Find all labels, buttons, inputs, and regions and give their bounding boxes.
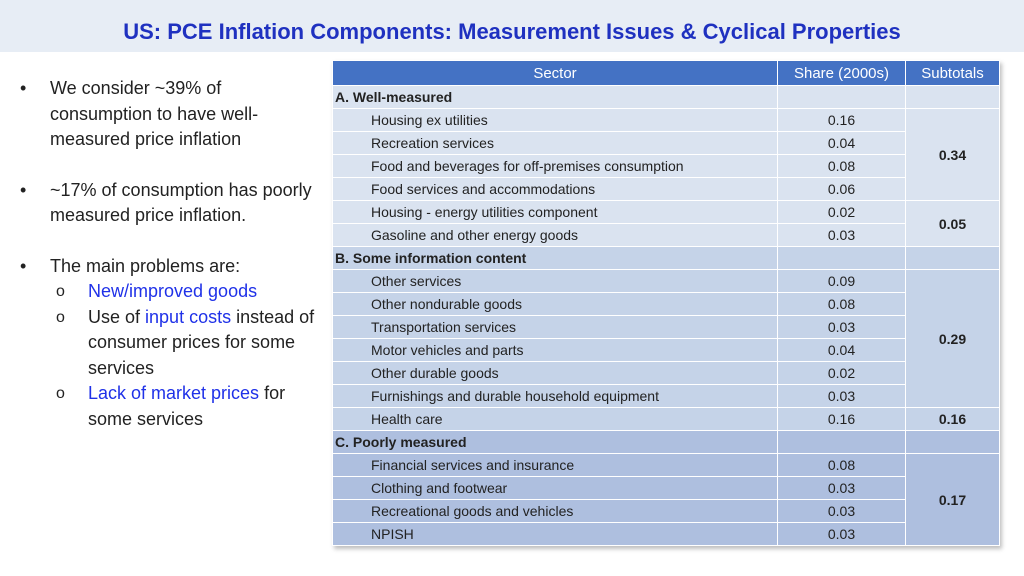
row-label: Housing - energy utilities component — [333, 201, 778, 224]
bullet-item — [20, 178, 320, 229]
table-row — [333, 132, 1000, 155]
row-share: 0.08 — [778, 293, 906, 316]
bullet-text: ~17% of consumption has poorly measured price inflation. — [50, 179, 312, 225]
row-share: 0.02 — [778, 362, 906, 385]
sub-bullet-item — [56, 305, 320, 382]
row-label: Health care — [333, 408, 778, 431]
table-row — [333, 408, 1000, 431]
row-label: Furnishings and durable household equipment — [333, 385, 778, 408]
row-label: Gasoline and other energy goods — [333, 224, 778, 247]
highlight-text: New/improved goods — [88, 281, 258, 301]
header-subtotals: Subtotals — [906, 61, 1000, 86]
bullet-item — [20, 76, 320, 153]
row-share: 0.03 — [778, 477, 906, 500]
bullet-dot-icon: • — [20, 179, 27, 200]
bullet-text: We consider ~39% of consumption to have well-measured price inflation — [50, 78, 259, 149]
section-label: B. Some information content — [333, 247, 778, 270]
row-label: Financial services and insurance — [333, 454, 778, 477]
row-label: Motor vehicles and parts — [333, 339, 778, 362]
bullet-item — [20, 254, 320, 280]
table-row — [333, 178, 1000, 201]
table-row — [333, 293, 1000, 316]
section-row-a — [333, 86, 1000, 109]
highlight-text: input costs — [145, 306, 232, 327]
sub-bullet-text: instead of consumer prices for some services — [88, 306, 315, 378]
table-row — [333, 201, 1000, 224]
row-label: Other services — [333, 270, 778, 293]
row-share: 0.08 — [778, 155, 906, 178]
row-share: 0.06 — [778, 178, 906, 201]
section-row-b — [333, 247, 1000, 270]
bullet-dot-icon: • — [20, 78, 27, 98]
bullet-text: The main problems are: — [50, 255, 241, 276]
row-share: 0.03 — [778, 385, 906, 408]
sub-bullet-text: Use of — [88, 306, 146, 327]
header-sector: Sector — [333, 61, 778, 86]
section-label: A. Well-measured — [333, 86, 778, 109]
row-share: 0.03 — [778, 224, 906, 247]
pce-components-table — [332, 60, 1000, 546]
subtotal-cell: 0.29 — [906, 270, 1000, 408]
row-label: Food and beverages for off-premises consumption — [333, 155, 778, 178]
row-label: Other nondurable goods — [333, 293, 778, 316]
row-label: Transportation services — [333, 316, 778, 339]
row-label: Clothing and footwear — [333, 477, 778, 500]
circle-bullet-icon: o — [56, 283, 65, 300]
table-row — [333, 224, 1000, 247]
row-share: 0.08 — [778, 454, 906, 477]
row-share: 0.16 — [778, 408, 906, 431]
table-row — [333, 109, 1000, 132]
title-bar — [0, 0, 1024, 52]
row-label: NPISH — [333, 523, 778, 546]
row-share: 0.02 — [778, 201, 906, 224]
table-row — [333, 155, 1000, 178]
section-row-c — [333, 431, 1000, 454]
table-row — [333, 270, 1000, 293]
row-label: Recreational goods and vehicles — [333, 500, 778, 523]
sub-bullet-item — [56, 381, 320, 432]
row-label: Food services and accommodations — [333, 178, 778, 201]
section-label: C. Poorly measured — [333, 431, 778, 454]
table-row — [333, 523, 1000, 546]
table-row — [333, 454, 1000, 477]
circle-bullet-icon: o — [56, 308, 65, 326]
highlight-text: Lack of market prices — [88, 383, 260, 403]
table-row — [333, 339, 1000, 362]
table-row — [333, 477, 1000, 500]
table-row — [333, 316, 1000, 339]
table-row — [333, 500, 1000, 523]
row-share: 0.04 — [778, 132, 906, 155]
row-share: 0.16 — [778, 109, 906, 132]
row-share: 0.03 — [778, 523, 906, 546]
table-header-row — [333, 61, 1000, 86]
bullet-dot-icon: • — [20, 255, 27, 276]
row-share: 0.03 — [778, 316, 906, 339]
header-share: Share (2000s) — [778, 61, 906, 86]
row-label: Recreation services — [333, 132, 778, 155]
table-row — [333, 385, 1000, 408]
subtotal-cell: 0.34 — [906, 109, 1000, 201]
row-label: Other durable goods — [333, 362, 778, 385]
sub-bullet-text: for some services — [88, 383, 286, 429]
row-label: Housing ex utilities — [333, 109, 778, 132]
bullet-list — [20, 76, 320, 432]
table-row — [333, 362, 1000, 385]
sub-bullet-item — [56, 279, 320, 305]
subtotal-cell: 0.16 — [906, 408, 1000, 431]
row-share: 0.09 — [778, 270, 906, 293]
row-share: 0.04 — [778, 339, 906, 362]
subtotal-cell: 0.05 — [906, 201, 1000, 247]
page-title: US: PCE Inflation Components: Measurement Issues & Cyclical Properties — [123, 19, 901, 44]
subtotal-cell: 0.17 — [906, 454, 1000, 546]
circle-bullet-icon: o — [56, 385, 65, 402]
row-share: 0.03 — [778, 500, 906, 523]
